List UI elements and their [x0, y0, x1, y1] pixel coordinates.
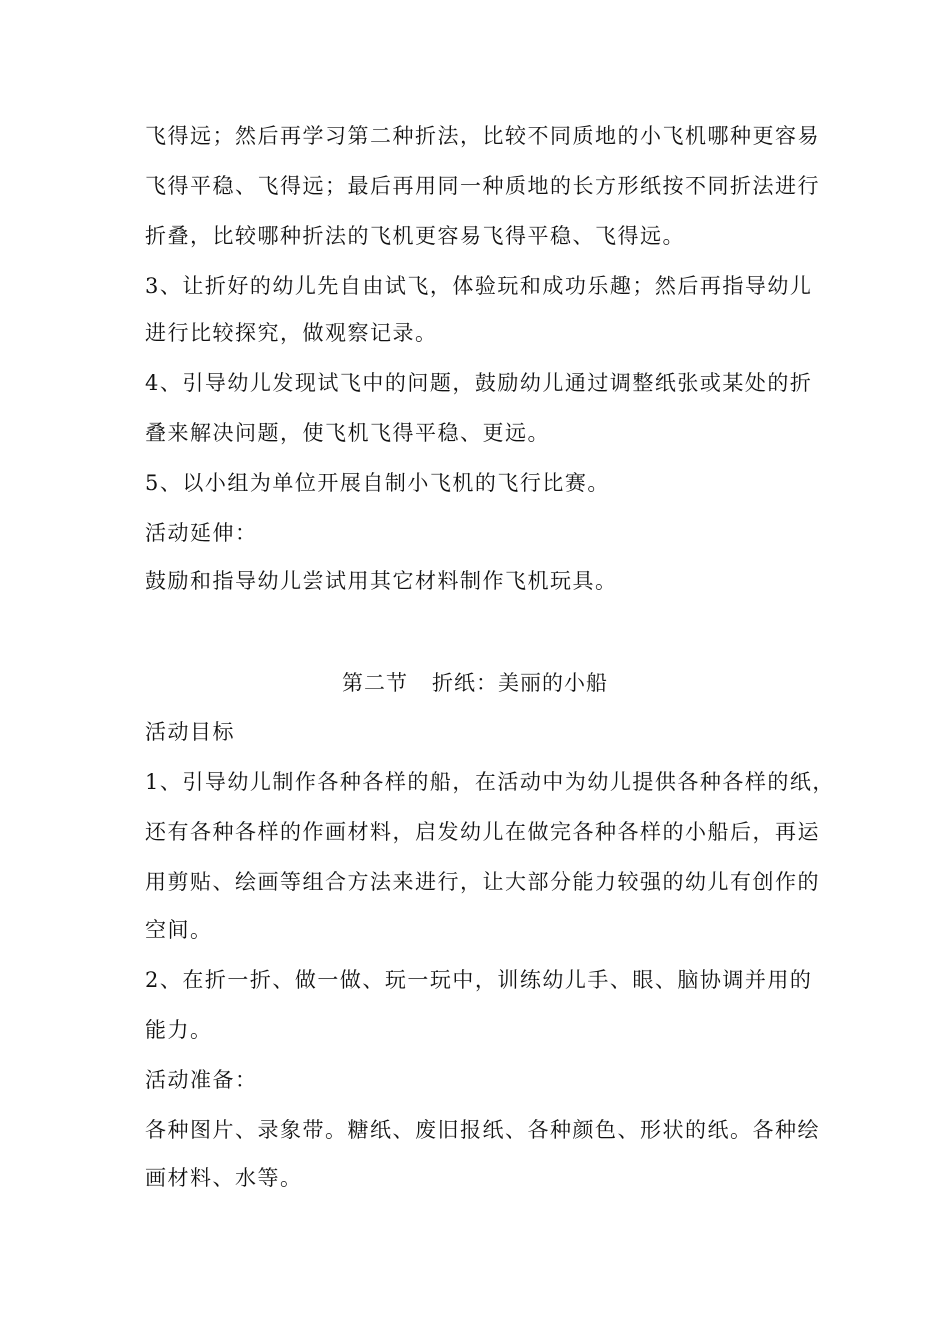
subheading: 活动准备：: [145, 1068, 258, 1092]
section-heading: 折纸：美丽的小船: [432, 671, 608, 695]
paragraph-line: 飞得平稳、飞得远；最后再用同一种质地的长方形纸按不同折法进行: [145, 174, 820, 198]
paragraph-line: 叠来解决问题，使飞机飞得平稳、更远。: [145, 421, 550, 445]
paragraph-line: 能力。: [145, 1018, 213, 1042]
paragraph-line: 用剪贴、绘画等组合方法来进行，让大部分能力较强的幼儿有创作的: [145, 870, 820, 894]
subheading: 活动延伸：: [145, 521, 258, 545]
subheading: 活动目标: [145, 720, 235, 744]
paragraph-line: 进行比较探究，做观察记录。: [145, 321, 438, 345]
paragraph-line: 4、引导幼儿发现试飞中的问题，鼓励幼儿通过调整纸张或某处的折: [145, 371, 813, 395]
paragraph-line: 5、以小组为单位开展自制小飞机的飞行比赛。: [145, 471, 610, 495]
paragraph-line: 3、让折好的幼儿先自由试飞，体验玩和成功乐趣；然后再指导幼儿: [145, 274, 813, 298]
paragraph-line: 飞得远；然后再学习第二种折法，比较不同质地的小飞机哪种更容易: [145, 124, 820, 148]
section-title: [0, 668, 950, 698]
paragraph-line: 空间。: [145, 918, 213, 942]
paragraph-line: 1、引导幼儿制作各种各样的船，在活动中为幼儿提供各种各样的纸，: [145, 770, 835, 794]
paragraph-line: 折叠，比较哪种折法的飞机更容易飞得平稳、飞得远。: [145, 224, 685, 248]
paragraph-line: 还有各种各样的作画材料，启发幼儿在做完各种各样的小船后，再运: [145, 820, 820, 844]
section-number: 第二节: [342, 671, 408, 695]
paragraph-line: 2、在折一折、做一做、玩一玩中，训练幼儿手、眼、脑协调并用的: [145, 968, 813, 992]
paragraph-line: 画材料、水等。: [145, 1166, 303, 1190]
paragraph-line: 各种图片、录象带。糖纸、废旧报纸、各种颜色、形状的纸。各种绘: [145, 1118, 820, 1142]
paragraph-line: 鼓励和指导幼儿尝试用其它材料制作飞机玩具。: [145, 569, 618, 593]
